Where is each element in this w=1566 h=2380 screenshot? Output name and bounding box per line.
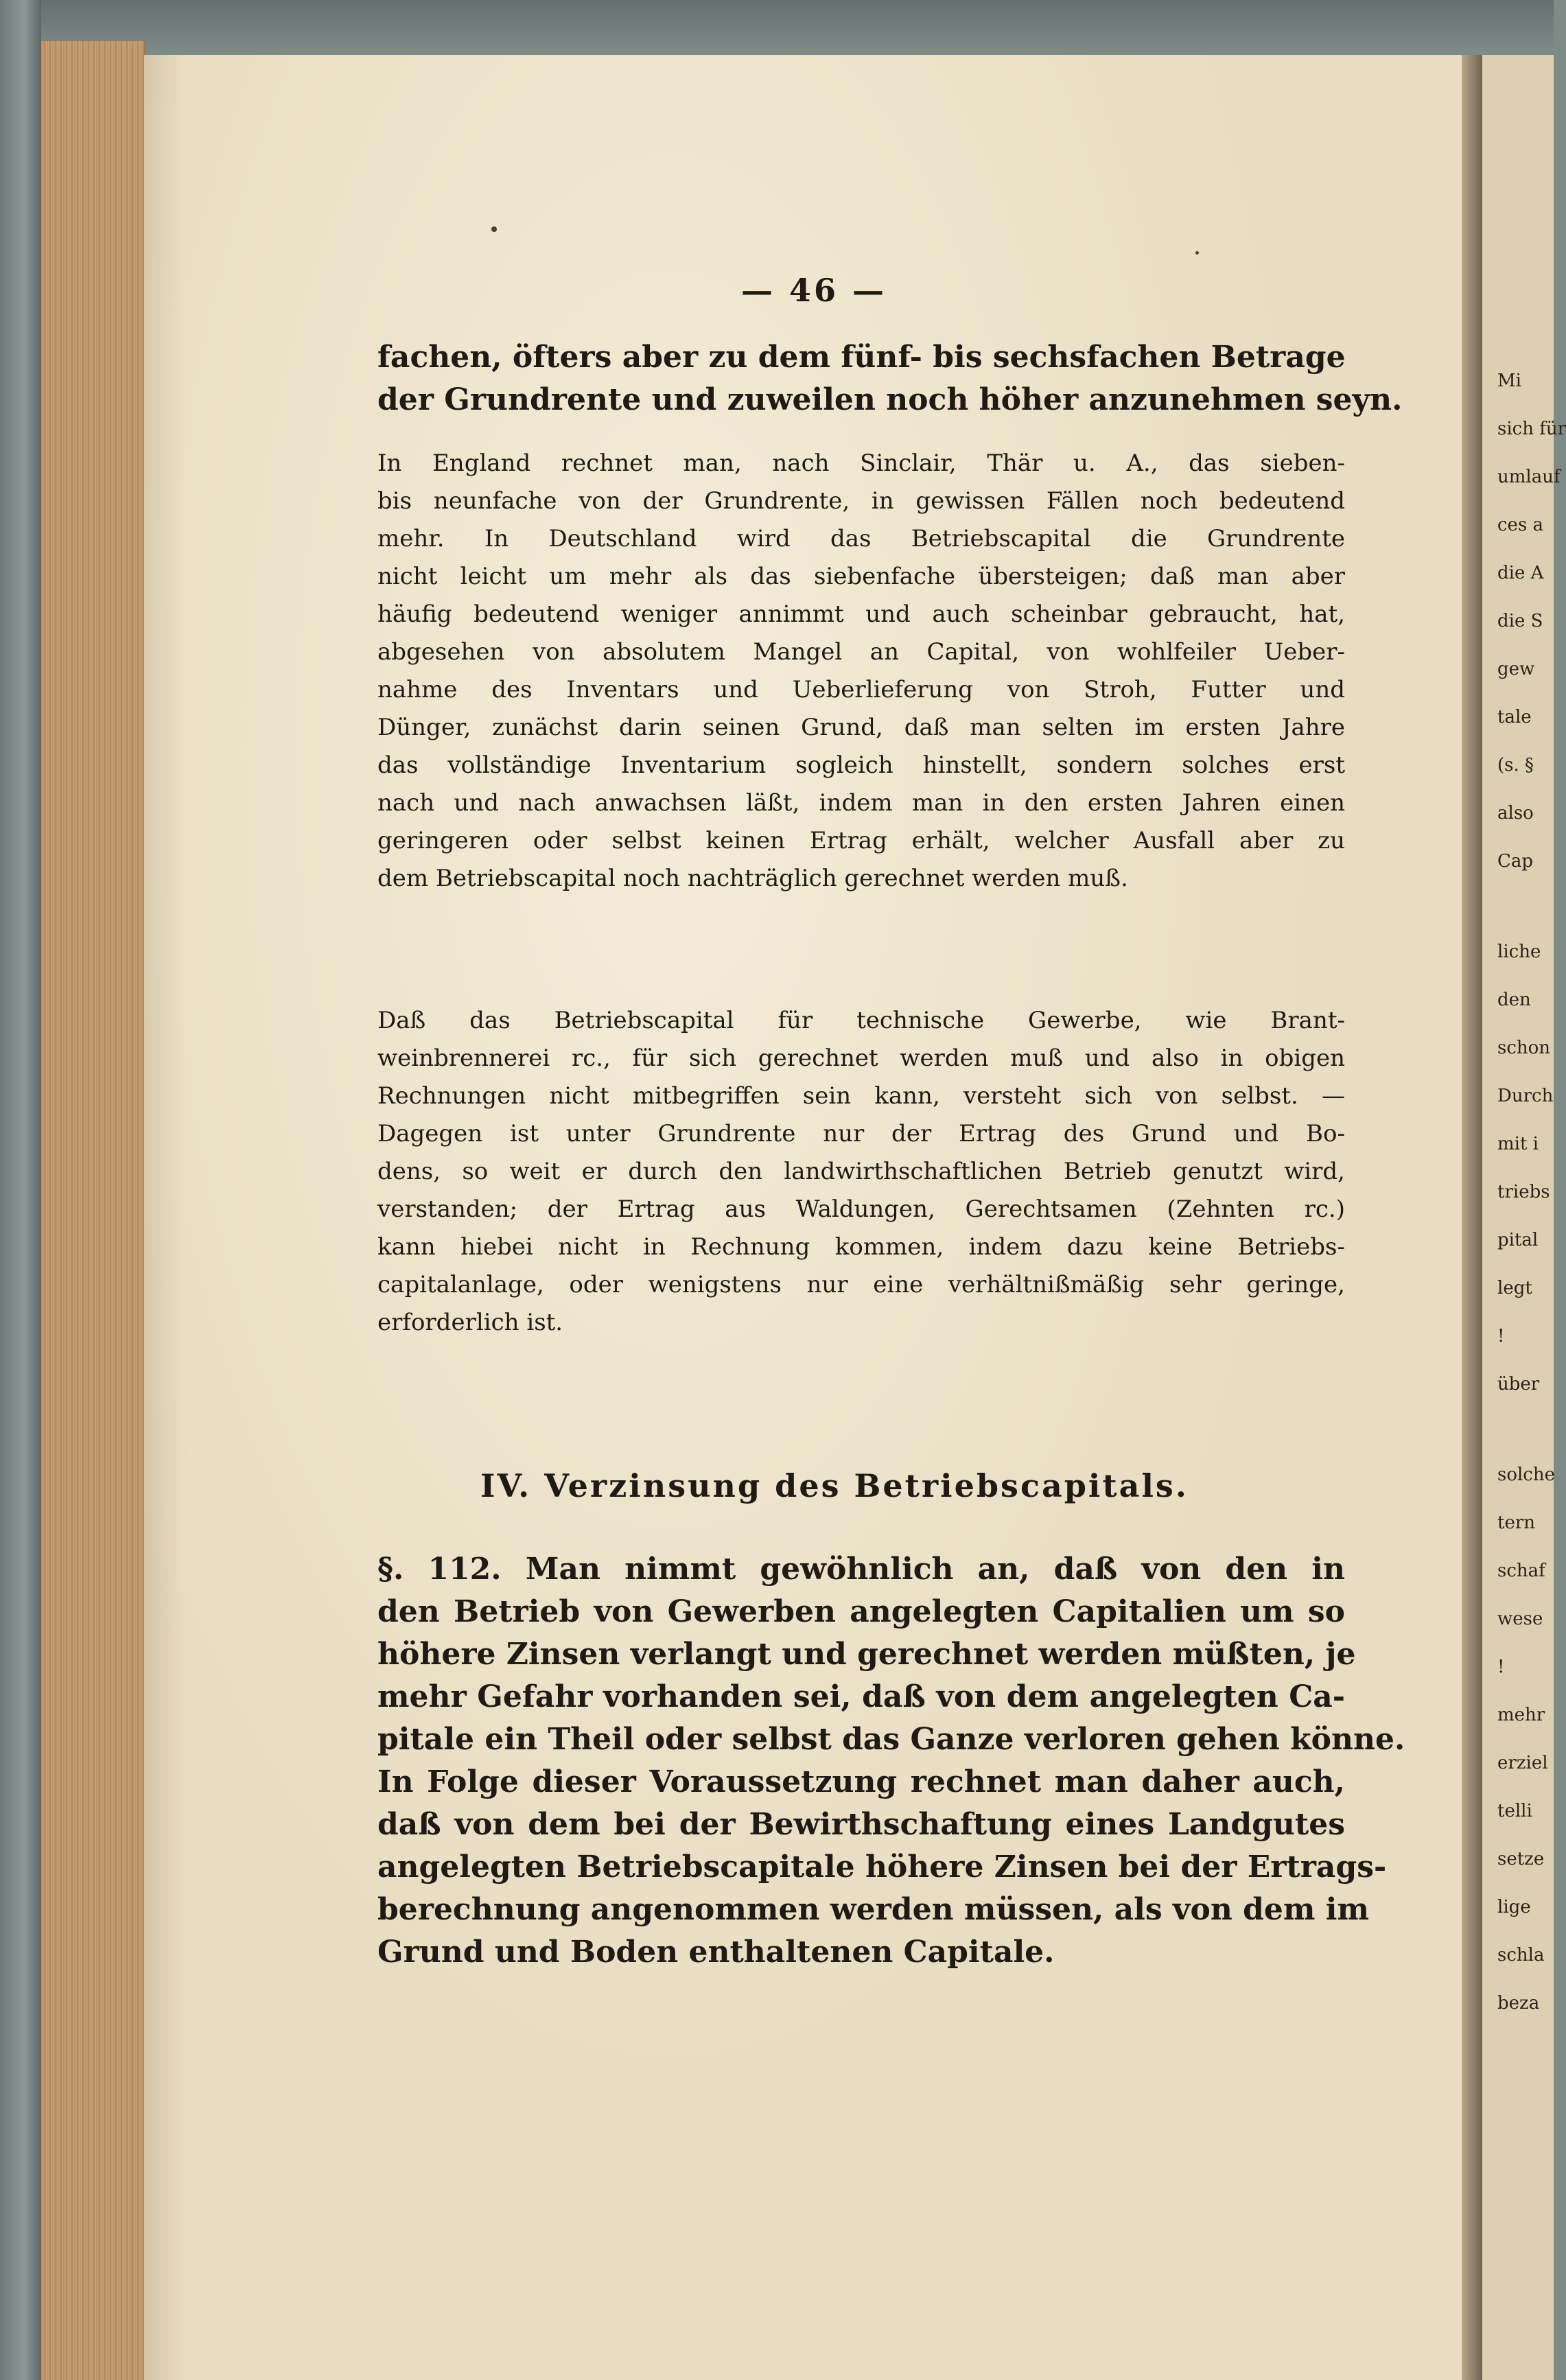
next-page-fragment: lige bbox=[1497, 1897, 1531, 1917]
next-page-fragment: erziel bbox=[1497, 1753, 1548, 1773]
text-line: dens, so weit er durch den landwirthschaftlichen Betrieb genutzt wird, bbox=[377, 1158, 1345, 1185]
book-top-edge bbox=[41, 0, 1554, 48]
next-page-fragment: Cap bbox=[1497, 851, 1534, 872]
text-line: nicht leicht um mehr als das siebenfache übersteigen; daß man aber bbox=[377, 563, 1345, 590]
next-page-fragment: den bbox=[1497, 990, 1531, 1010]
text-line: den Betrieb von Gewerben angelegten Capitalien um so bbox=[377, 1594, 1345, 1629]
next-page-fragment: setze bbox=[1497, 1849, 1545, 1869]
text-line: verstanden; der Ertrag aus Waldungen, Gerechtsamen (Zehnten rc.) bbox=[377, 1195, 1345, 1223]
next-page-fragment: gew bbox=[1497, 659, 1535, 679]
text-line: abgesehen von absolutem Mangel an Capital, von wohlfeiler Ueber- bbox=[377, 638, 1345, 666]
paper-speck bbox=[1195, 251, 1199, 255]
text-line: mehr. In Deutschland wird das Betriebscapital die Grundrente bbox=[377, 525, 1345, 552]
text-line: häufig bedeutend weniger annimmt und auch scheinbar gebraucht, hat, bbox=[377, 600, 1345, 628]
text-line: erforderlich ist. bbox=[377, 1309, 563, 1336]
next-page-fragment: (s. § bbox=[1497, 755, 1534, 775]
next-page-fragment: beza bbox=[1497, 1993, 1540, 2014]
opening-lines bbox=[377, 336, 1403, 421]
text-line: nach und nach anwachsen läßt, indem man in den ersten Jahren einen bbox=[377, 789, 1345, 817]
text-line: weinbrennerei rc., für sich gerechnet werden muß und also in obigen bbox=[377, 1045, 1345, 1072]
text-line: Dünger, zunächst darin seinen Grund, daß man selten im ersten Jahre bbox=[377, 714, 1345, 741]
text-line: Dagegen ist unter Grundrente nur der Ertrag des Grund und Bo- bbox=[377, 1120, 1345, 1147]
text-line: In Folge dieser Voraussetzung rechnet man daher auch, bbox=[377, 1764, 1345, 1799]
text-line: geringeren oder selbst keinen Ertrag erhält, welcher Ausfall aber zu bbox=[377, 827, 1345, 854]
text-line: bis neunfache von der Grundrente, in gewissen Fällen noch bedeutend bbox=[377, 487, 1345, 515]
paragraph-2 bbox=[377, 1002, 1345, 1342]
next-page-fragment: legt bbox=[1497, 1278, 1532, 1298]
text-line: §. 112. Man nimmt gewöhnlich an, daß von den in bbox=[377, 1552, 1345, 1587]
next-page-edge bbox=[1482, 55, 1566, 2380]
next-page-fragment: sich für bbox=[1497, 419, 1566, 439]
text-line: In England rechnet man, nach Sinclair, Thär u. A., das sieben- bbox=[377, 450, 1345, 477]
next-page-fragment: tern bbox=[1497, 1513, 1536, 1533]
next-page-fragment: die A bbox=[1497, 563, 1544, 583]
book-cover-edge bbox=[0, 0, 41, 2380]
next-page-fragment: ! bbox=[1497, 1657, 1505, 1677]
text-line: pitale ein Theil oder selbst das Ganze verloren gehen könne. bbox=[377, 1722, 1405, 1757]
next-page-fragment: umlauf bbox=[1497, 467, 1561, 487]
text-line: kann hiebei nicht in Rechnung kommen, indem dazu keine Betriebs- bbox=[377, 1233, 1345, 1261]
next-page-fragment: Mi bbox=[1497, 371, 1521, 391]
next-page-fragment: über bbox=[1497, 1374, 1540, 1395]
next-page-fragment: mehr bbox=[1497, 1705, 1545, 1725]
text-line: höhere Zinsen verlangt und gerechnet werden müßten, je bbox=[377, 1637, 1356, 1672]
page-stack-edge bbox=[41, 41, 145, 2380]
text-line: angelegten Betriebscapitale höhere Zinsen bei der Ertrags- bbox=[377, 1850, 1387, 1885]
text-line: Grund und Boden enthaltenen Capitale. bbox=[377, 1935, 1055, 1970]
text-line: Rechnungen nicht mitbegriffen sein kann, versteht sich von selbst. — bbox=[377, 1082, 1345, 1110]
text-line: der Grundrente und zuweilen noch höher anzunehmen seyn. bbox=[377, 382, 1403, 417]
next-page-fragment: schaf bbox=[1497, 1561, 1545, 1581]
next-page-fragment: liche bbox=[1497, 942, 1541, 962]
text-line: Daß das Betriebscapital für technische Gewerbe, wie Brant- bbox=[377, 1007, 1345, 1034]
next-page-fragment: triebs bbox=[1497, 1182, 1550, 1202]
text-line: mehr Gefahr vorhanden sei, daß von dem angelegten Ca- bbox=[377, 1679, 1345, 1714]
page-number-header: — 46 — bbox=[741, 272, 887, 309]
paragraph-3 bbox=[377, 1548, 1405, 1974]
text-line: fachen, öfters aber zu dem fünf- bis sechsfachen Betrage bbox=[377, 340, 1346, 375]
text-line: capitalanlage, oder wenigstens nur eine verhältnißmäßig sehr geringe, bbox=[377, 1271, 1345, 1298]
next-page-fragment: pital bbox=[1497, 1230, 1539, 1250]
text-line: berechnung angenommen werden müssen, als von dem im bbox=[377, 1892, 1370, 1927]
next-page-fragment: wese bbox=[1497, 1609, 1543, 1629]
next-page-fragment: telli bbox=[1497, 1801, 1532, 1821]
paragraph-1 bbox=[377, 445, 1345, 898]
next-page-fragment: die S bbox=[1497, 611, 1543, 631]
next-page-fragment: schla bbox=[1497, 1945, 1545, 1965]
next-page-fragment: tale bbox=[1497, 707, 1532, 727]
text-line: nahme des Inventars und Ueberlieferung von Stroh, Futter und bbox=[377, 676, 1345, 703]
next-page-fragment: ces a bbox=[1497, 515, 1544, 535]
next-page-fragment: mit i bbox=[1497, 1134, 1539, 1154]
text-line: dem Betriebscapital noch nachträglich gerechnet werden muß. bbox=[377, 865, 1128, 892]
text-line: daß von dem bei der Bewirthschaftung eines Landgutes bbox=[377, 1807, 1345, 1842]
next-page-fragments bbox=[1497, 357, 1566, 2027]
next-page-fragment: schon bbox=[1497, 1038, 1551, 1058]
next-page-fragment: solche bbox=[1497, 1465, 1556, 1485]
paper-speck bbox=[491, 226, 497, 232]
section-heading: IV. Verzinsung des Betriebscapitals. bbox=[480, 1467, 1189, 1504]
next-page-fragment: ! bbox=[1497, 1326, 1505, 1346]
next-page-fragment: Durch bbox=[1497, 1086, 1554, 1106]
next-page-fragment: also bbox=[1497, 803, 1534, 824]
book-gutter bbox=[1462, 55, 1482, 2380]
text-line: das vollständige Inventarium sogleich hinstellt, sondern solches erst bbox=[377, 751, 1345, 779]
